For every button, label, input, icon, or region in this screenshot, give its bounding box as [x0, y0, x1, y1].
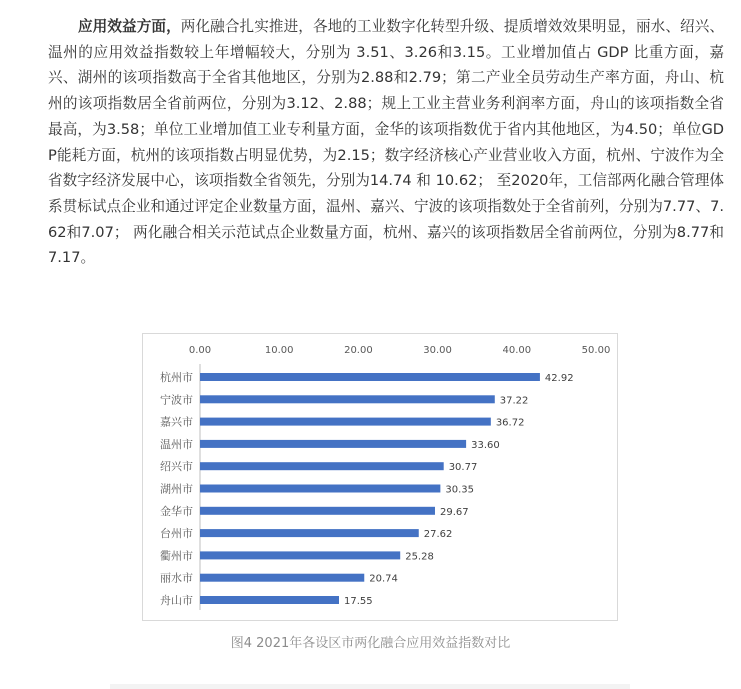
data-label: 29.67	[439, 506, 469, 518]
data-label: 30.77	[448, 462, 478, 474]
bar-chart	[143, 334, 617, 620]
x-tick-label: 0.00	[188, 345, 212, 356]
data-label: 42.92	[544, 373, 574, 384]
data-label: 25.28	[405, 551, 434, 563]
category-label: 宁波市	[160, 393, 193, 407]
bar	[200, 418, 491, 426]
category-label: 湖州市	[160, 482, 193, 496]
category-label: 温州市	[160, 437, 193, 451]
x-tick-label: 10.00	[264, 345, 294, 356]
bar	[200, 529, 419, 537]
bar	[200, 574, 364, 582]
data-label: 20.74	[369, 573, 398, 585]
category-label: 嘉兴市	[160, 415, 193, 429]
bottom-divider	[110, 684, 630, 689]
data-label: 37.22	[499, 395, 529, 407]
category-label: 丽水市	[160, 571, 193, 585]
chart-frame	[142, 333, 618, 621]
article-body: 两化融合扎实推进，各地的工业数字化转型升级、提质增效效果明显，丽水、绍兴、温州的应用效益指数较上年增幅较大，分别为 3.51、3.26和3.15。工业增加值占 GDP 比重方面，嘉兴、湖州的该项指数高于全省其他地区，分别为2.88和2.79；第二产业全员劳动生产率方面，舟山、杭州的该项指数居全省前两位，分别为3.12、2.88；规上工业主营业务利润率方面，舟山的该项指数全省最高，为3.58；单位工业增加值工业专利量方面，金华的该项指数优于省内其他地区，为4.50；单位GDP能耗方面，杭州的该项指数占明显优势，为2.15；数字经济核心产业营业收入方面，杭州、宁波作为全省数字经济发展中心，该项指数全省领先，分别为14.74 和 10.62； 至2020年，工信部两化融合管理体系贯标试点企业和通过评定企业数量方面，温州、嘉兴、宁波的该项指数处于全省前列，分别为7.77、7.62和7.07； 两化融合相关示范试点企业数量方面，杭州、嘉兴的该项指数居全省前两位，分别为8.77和7.17。	[48, 18, 724, 267]
category-label: 衢州市	[160, 549, 193, 563]
bar	[200, 485, 440, 493]
data-label: 27.62	[423, 529, 453, 541]
bar	[200, 551, 400, 559]
bar	[200, 395, 495, 403]
figure-caption: 图4 2021年各设区市两化融合应用效益指数对比	[230, 636, 511, 651]
category-label: 金华市	[160, 504, 193, 518]
x-tick-label: 50.00	[581, 345, 611, 356]
bar	[200, 373, 540, 381]
bar	[200, 440, 466, 448]
data-label: 30.35	[445, 484, 475, 496]
data-label: 17.55	[343, 596, 373, 607]
data-label: 36.72	[495, 417, 525, 429]
category-label: 杭州市	[160, 371, 193, 384]
bar	[200, 596, 339, 604]
section-lead: 应用效益方面，	[78, 18, 181, 35]
x-tick-label: 40.00	[502, 345, 532, 356]
category-label: 台州市	[160, 527, 193, 541]
category-label: 舟山市	[160, 594, 193, 607]
category-label: 绍兴市	[160, 460, 193, 474]
x-tick-label: 20.00	[344, 345, 373, 356]
data-label: 33.60	[471, 439, 500, 451]
article-paragraph	[48, 14, 724, 271]
bar	[200, 507, 435, 515]
x-tick-label: 30.00	[423, 345, 452, 356]
bar	[200, 462, 444, 470]
